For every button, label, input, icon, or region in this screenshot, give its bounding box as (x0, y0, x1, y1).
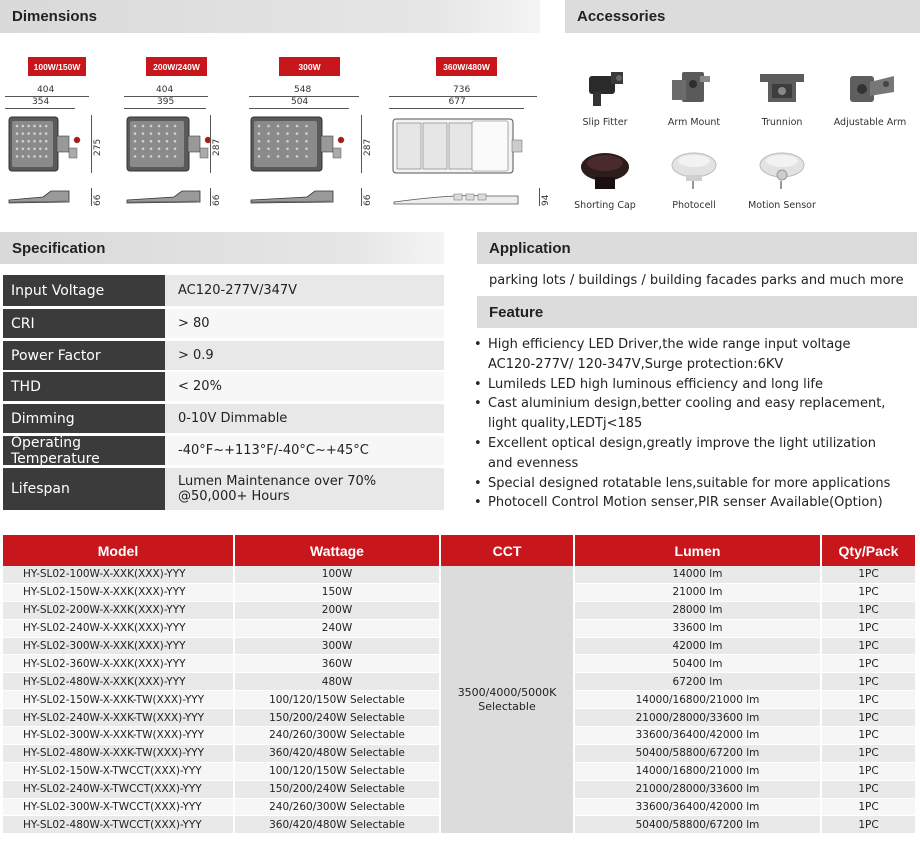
cell-wattage: 360/420/480W Selectable (235, 816, 441, 834)
spec-row (3, 434, 444, 465)
cell-lumen: 42000 lm (575, 638, 822, 656)
table-row (3, 566, 915, 584)
cell-lumen: 21000/28000/33600 lm (575, 709, 822, 727)
spec-value: > 0.9 (165, 341, 444, 370)
feature-list (474, 335, 914, 513)
dimension-width-outer: 404 (156, 85, 174, 95)
cell-cct: 3500/4000/5000K Selectable (441, 566, 575, 834)
dimension-line (124, 108, 206, 109)
accessory-item (826, 62, 914, 128)
feature-item: • Special designed rotatable lens,suitable for more applications (474, 474, 914, 494)
spec-value: -40°F~+113°F/-40°C~+45°C (165, 436, 444, 465)
dimension-side: 66 (93, 194, 103, 206)
dimension-width-inner: 395 (157, 97, 175, 107)
feature-item: • Lumileds LED high luminous efficiency and long life (474, 375, 914, 395)
fixture-side-view (250, 186, 347, 208)
cell-lumen: 50400/58800/67200 lm (575, 816, 822, 834)
col-header-lumen: Lumen (575, 535, 822, 566)
cell-qty: 1PC (822, 816, 915, 834)
cell-model: HY-SL02-480W-X-XXK-TW(XXX)-YYY (3, 745, 235, 763)
cell-qty: 1PC (822, 620, 915, 638)
cell-qty: 1PC (822, 709, 915, 727)
cell-lumen: 28000 lm (575, 602, 822, 620)
accessory-label: Slip Fitter (582, 117, 628, 128)
cell-lumen: 14000/16800/21000 lm (575, 763, 822, 781)
shorting-cap-icon (575, 145, 635, 197)
application-text: parking lots / buildings / building facades parks and much more (489, 273, 904, 288)
dimension-width-outer: 548 (294, 85, 312, 95)
spec-key: Lifespan (3, 468, 165, 510)
cell-model: HY-SL02-480W-X-TWCCT(XXX)-YYY (3, 816, 235, 834)
arm-mount-icon (664, 62, 724, 114)
cell-lumen: 50400 lm (575, 655, 822, 673)
accessory-item (650, 62, 738, 128)
spec-value: > 80 (165, 309, 444, 338)
dimension-line (361, 115, 362, 173)
feature-item: • Photocell Control Motion senser,PIR senser Available(Option) (474, 493, 914, 513)
cell-lumen: 14000 lm (575, 566, 822, 584)
accessory-label: Shorting Cap (574, 200, 636, 211)
col-header-cct: CCT (441, 535, 575, 566)
cell-model: HY-SL02-200W-X-XXK(XXX)-YYY (3, 602, 235, 620)
cell-qty: 1PC (822, 745, 915, 763)
cell-qty: 1PC (822, 655, 915, 673)
fixture-side-view (126, 186, 214, 208)
trunnion-icon (752, 62, 812, 114)
dimension-side: 66 (212, 194, 222, 206)
dimensions-header: Dimensions (0, 0, 540, 33)
cell-lumen: 33600/36400/42000 lm (575, 727, 822, 745)
feature-item: • Excellent optical design,greatly improve the light utilization and evenness (474, 434, 914, 474)
cell-model: HY-SL02-300W-X-TWCCT(XXX)-YYY (3, 799, 235, 817)
fixture-top-view (8, 115, 87, 177)
col-header-wattage: Wattage (235, 535, 441, 566)
cell-model: HY-SL02-240W-X-TWCCT(XXX)-YYY (3, 781, 235, 799)
cell-qty: 1PC (822, 638, 915, 656)
dimension-line (210, 115, 211, 173)
cell-wattage: 300W (235, 638, 441, 656)
cell-wattage: 150/200/240W Selectable (235, 781, 441, 799)
cell-model: HY-SL02-240W-X-XXK(XXX)-YYY (3, 620, 235, 638)
cell-wattage: 150/200/240W Selectable (235, 709, 441, 727)
dimension-tag: 100W/150W (28, 57, 86, 76)
accessory-item (738, 145, 826, 211)
cell-wattage: 150W (235, 584, 441, 602)
spec-key: CRI (3, 309, 165, 338)
cell-model: HY-SL02-150W-X-TWCCT(XXX)-YYY (3, 763, 235, 781)
cell-lumen: 50400/58800/67200 lm (575, 745, 822, 763)
cell-qty: 1PC (822, 781, 915, 799)
accessory-item (561, 145, 649, 211)
cell-lumen: 21000/28000/33600 lm (575, 781, 822, 799)
cell-lumen: 33600 lm (575, 620, 822, 638)
col-header-model: Model (3, 535, 235, 566)
cell-qty: 1PC (822, 673, 915, 691)
dimension-line (91, 188, 92, 206)
feature-item: • High efficiency LED Driver,the wide range input voltage AC120-277V/ 120-347V,Surge protection:6KV (474, 335, 914, 375)
dimension-line (539, 188, 540, 206)
dimension-height: 275 (93, 138, 103, 156)
cell-wattage: 100/120/150W Selectable (235, 763, 441, 781)
cell-qty: 1PC (822, 763, 915, 781)
cell-qty: 1PC (822, 727, 915, 745)
dimension-line (361, 188, 362, 206)
cell-qty: 1PC (822, 602, 915, 620)
dimension-side: 66 (363, 194, 373, 206)
accessory-label: Trunnion (761, 117, 803, 128)
dimension-line (389, 108, 524, 109)
cell-model: HY-SL02-150W-X-XXK(XXX)-YYY (3, 584, 235, 602)
spec-value: Lumen Maintenance over 70% @50,000+ Hours (165, 468, 444, 510)
cell-wattage: 100/120/150W Selectable (235, 691, 441, 709)
dimension-width-outer: 404 (37, 85, 55, 95)
fixture-top-view (250, 115, 351, 177)
cell-qty: 1PC (822, 566, 915, 584)
spec-key: THD (3, 372, 165, 401)
accessories-header: Accessories (565, 0, 920, 33)
dimension-height: 287 (363, 138, 373, 156)
cell-wattage: 480W (235, 673, 441, 691)
spec-row (3, 339, 444, 370)
cell-lumen: 21000 lm (575, 584, 822, 602)
spec-key: Input Voltage (3, 275, 165, 306)
cell-wattage: 100W (235, 566, 441, 584)
dimension-side: 94 (541, 194, 551, 206)
cell-qty: 1PC (822, 691, 915, 709)
dimension-tag: 360W/480W (436, 57, 497, 76)
accessory-label: Motion Sensor (748, 200, 816, 211)
accessory-label: Arm Mount (667, 117, 721, 128)
application-header: Application (477, 232, 917, 264)
dimension-line (210, 188, 211, 206)
spec-row (3, 466, 444, 510)
dimension-line (91, 115, 92, 173)
accessory-item (561, 62, 649, 128)
cell-model: HY-SL02-150W-X-XXK-TW(XXX)-YYY (3, 691, 235, 709)
feature-item: • Cast aluminium design,better cooling and easy replacement, light quality,LEDTj<185 (474, 394, 914, 434)
cell-model: HY-SL02-240W-X-XXK-TW(XXX)-YYY (3, 709, 235, 727)
fixture-side-view (8, 186, 83, 208)
cell-lumen: 33600/36400/42000 lm (575, 799, 822, 817)
dimension-line (5, 108, 75, 109)
specification-header: Specification (0, 232, 444, 264)
spec-row (3, 370, 444, 401)
dimension-line (249, 108, 349, 109)
accessory-item (650, 145, 738, 211)
cell-wattage: 240/260/300W Selectable (235, 727, 441, 745)
dimension-tag: 200W/240W (146, 57, 207, 76)
spec-key: Dimming (3, 404, 165, 433)
accessory-label: Photocell (672, 200, 716, 211)
adjustable-arm-icon (840, 62, 900, 114)
fixture-side-view (392, 186, 526, 208)
spec-row (3, 307, 444, 338)
cell-model: HY-SL02-480W-X-XXK(XXX)-YYY (3, 673, 235, 691)
dimension-width-outer: 736 (453, 85, 471, 95)
cell-wattage: 200W (235, 602, 441, 620)
spec-value: 0-10V Dimmable (165, 404, 444, 433)
cell-lumen: 67200 lm (575, 673, 822, 691)
accessory-label: Adjustable Arm (833, 117, 907, 128)
col-header-qty: Qty/Pack (822, 535, 915, 566)
spec-row (3, 273, 444, 306)
cell-lumen: 14000/16800/21000 lm (575, 691, 822, 709)
motion-sensor-icon (752, 145, 812, 197)
dimension-width-inner: 354 (32, 97, 50, 107)
dimension-height: 287 (212, 138, 222, 156)
spec-value: AC120-277V/347V (165, 275, 444, 306)
cell-wattage: 360/420/480W Selectable (235, 745, 441, 763)
spec-key: Power Factor (3, 341, 165, 370)
cell-model: HY-SL02-100W-X-XXK(XXX)-YYY (3, 566, 235, 584)
spec-key: Operating Temperature (3, 436, 165, 465)
slip-fitter-icon (575, 62, 635, 114)
feature-header: Feature (477, 296, 917, 328)
dimension-tag: 300W (279, 57, 340, 76)
cell-model: HY-SL02-300W-X-XXK(XXX)-YYY (3, 638, 235, 656)
photocell-icon (664, 145, 724, 197)
fixture-top-view (392, 115, 530, 181)
spec-value: < 20% (165, 372, 444, 401)
cell-model: HY-SL02-300W-X-XXK-TW(XXX)-YYY (3, 727, 235, 745)
accessory-item (738, 62, 826, 128)
cell-wattage: 240/260/300W Selectable (235, 799, 441, 817)
cell-qty: 1PC (822, 584, 915, 602)
fixture-top-view (126, 115, 218, 177)
spec-row (3, 402, 444, 433)
cell-model: HY-SL02-360W-X-XXK(XXX)-YYY (3, 655, 235, 673)
cell-wattage: 360W (235, 655, 441, 673)
cell-qty: 1PC (822, 799, 915, 817)
dimension-width-inner: 504 (291, 97, 309, 107)
dimension-width-inner: 677 (448, 97, 466, 107)
cell-wattage: 240W (235, 620, 441, 638)
model-table (3, 535, 915, 834)
